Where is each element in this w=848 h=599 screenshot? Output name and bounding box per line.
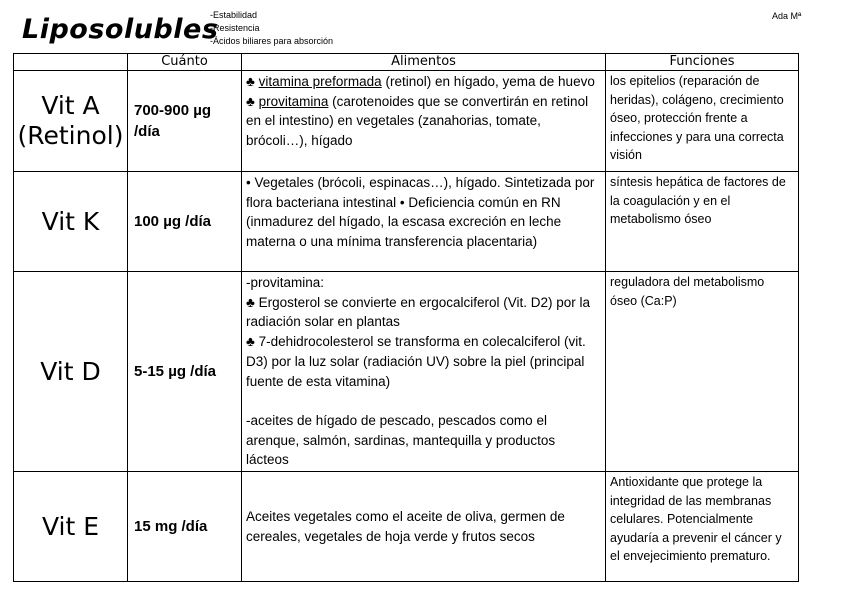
provitamin-label: provitamina — [258, 93, 329, 109]
provitamin-text: (carotenoides que se convertirán en retinol en el intestino) en vegetales (zanahorias, tomate, brócoli…), hígado — [246, 93, 589, 149]
column-header-foods: Alimentos — [242, 54, 606, 71]
column-header-functions: Funciones — [606, 54, 799, 71]
food-line: ♣ 7-dehidrocolesterol se transforma en colecalciferol (vit. D3) por la luz solar (radiación UV) sobre la piel (principal fuente de esta vitamina) — [246, 334, 586, 389]
vitamin-name: Vit K — [14, 172, 128, 272]
foods-cell: • Vegetales (brócoli, espinacas…), hígado. Sintetizada por flora bacteriana intestinal • Deficiencia común en RN (inmadurez del hígado, la escasa excreción en leche materna o una mínima transferencia placentaria) — [242, 172, 606, 272]
page-title: Liposolubles — [22, 14, 219, 45]
food-line: ♣ Ergosterol se convierte en ergocalciferol (Vit. D2) por la radiación solar en plantas — [246, 294, 591, 330]
amount-cell: 700-900 µg /día — [128, 71, 242, 172]
note-item: -Ácidos biliares para absorción — [210, 36, 334, 46]
author-name: Ada Mª — [772, 11, 802, 21]
food-line: -provitamina: — [246, 275, 325, 290]
spacer — [246, 391, 601, 411]
vitamin-name: Vit E — [14, 472, 128, 582]
foods-cell — [242, 71, 606, 172]
table-row — [14, 272, 799, 472]
header-notes — [210, 9, 333, 48]
amount-cell: 15 mg /día — [128, 472, 242, 582]
table-row — [14, 472, 799, 582]
foods-cell — [242, 272, 606, 472]
functions-cell: reguladora del metabolismo óseo (Ca:P) — [606, 272, 799, 472]
note-item: -Resistencia — [210, 23, 260, 33]
food-line: -aceites de hígado de pescado, pescados como el arenque, salmón, sardinas, mantequilla y productos lácteos — [246, 412, 556, 468]
amount-cell: 5-15 µg /día — [128, 272, 242, 472]
bullet: ♣ — [246, 93, 255, 109]
functions-cell: Antioxidante que protege la integridad de las membranas celulares. Potencialmente ayudaría a prevenir el cáncer y el envejecimiento prematuro. — [606, 472, 799, 582]
table-row — [14, 172, 799, 272]
preformed-text: (retinol) en hígado, yema de huevo — [385, 74, 595, 89]
note-item: -Estabilidad — [210, 10, 258, 20]
vitamin-name: Vit A (Retinol) — [14, 71, 128, 172]
foods-cell: Aceites vegetales como el aceite de oliva, germen de cereales, vegetales de hoja verde y frutos secos — [242, 472, 606, 582]
functions-cell: los epitelios (reparación de heridas), colágeno, crecimiento óseo, protección frente a infecciones y para una correcta visión — [606, 71, 799, 172]
vitamins-table — [13, 53, 799, 582]
table-header-row — [14, 54, 799, 71]
bullet: ♣ — [246, 74, 255, 89]
vitamin-name: Vit D — [14, 272, 128, 472]
column-header-amount: Cuánto — [128, 54, 242, 71]
column-header-vitamin — [14, 54, 128, 71]
table-row — [14, 71, 799, 172]
amount-cell: 100 µg /día — [128, 172, 242, 272]
functions-cell: síntesis hepática de factores de la coagulación y en el metabolismo óseo — [606, 172, 799, 272]
preformed-label: vitamina preformada — [258, 74, 382, 89]
